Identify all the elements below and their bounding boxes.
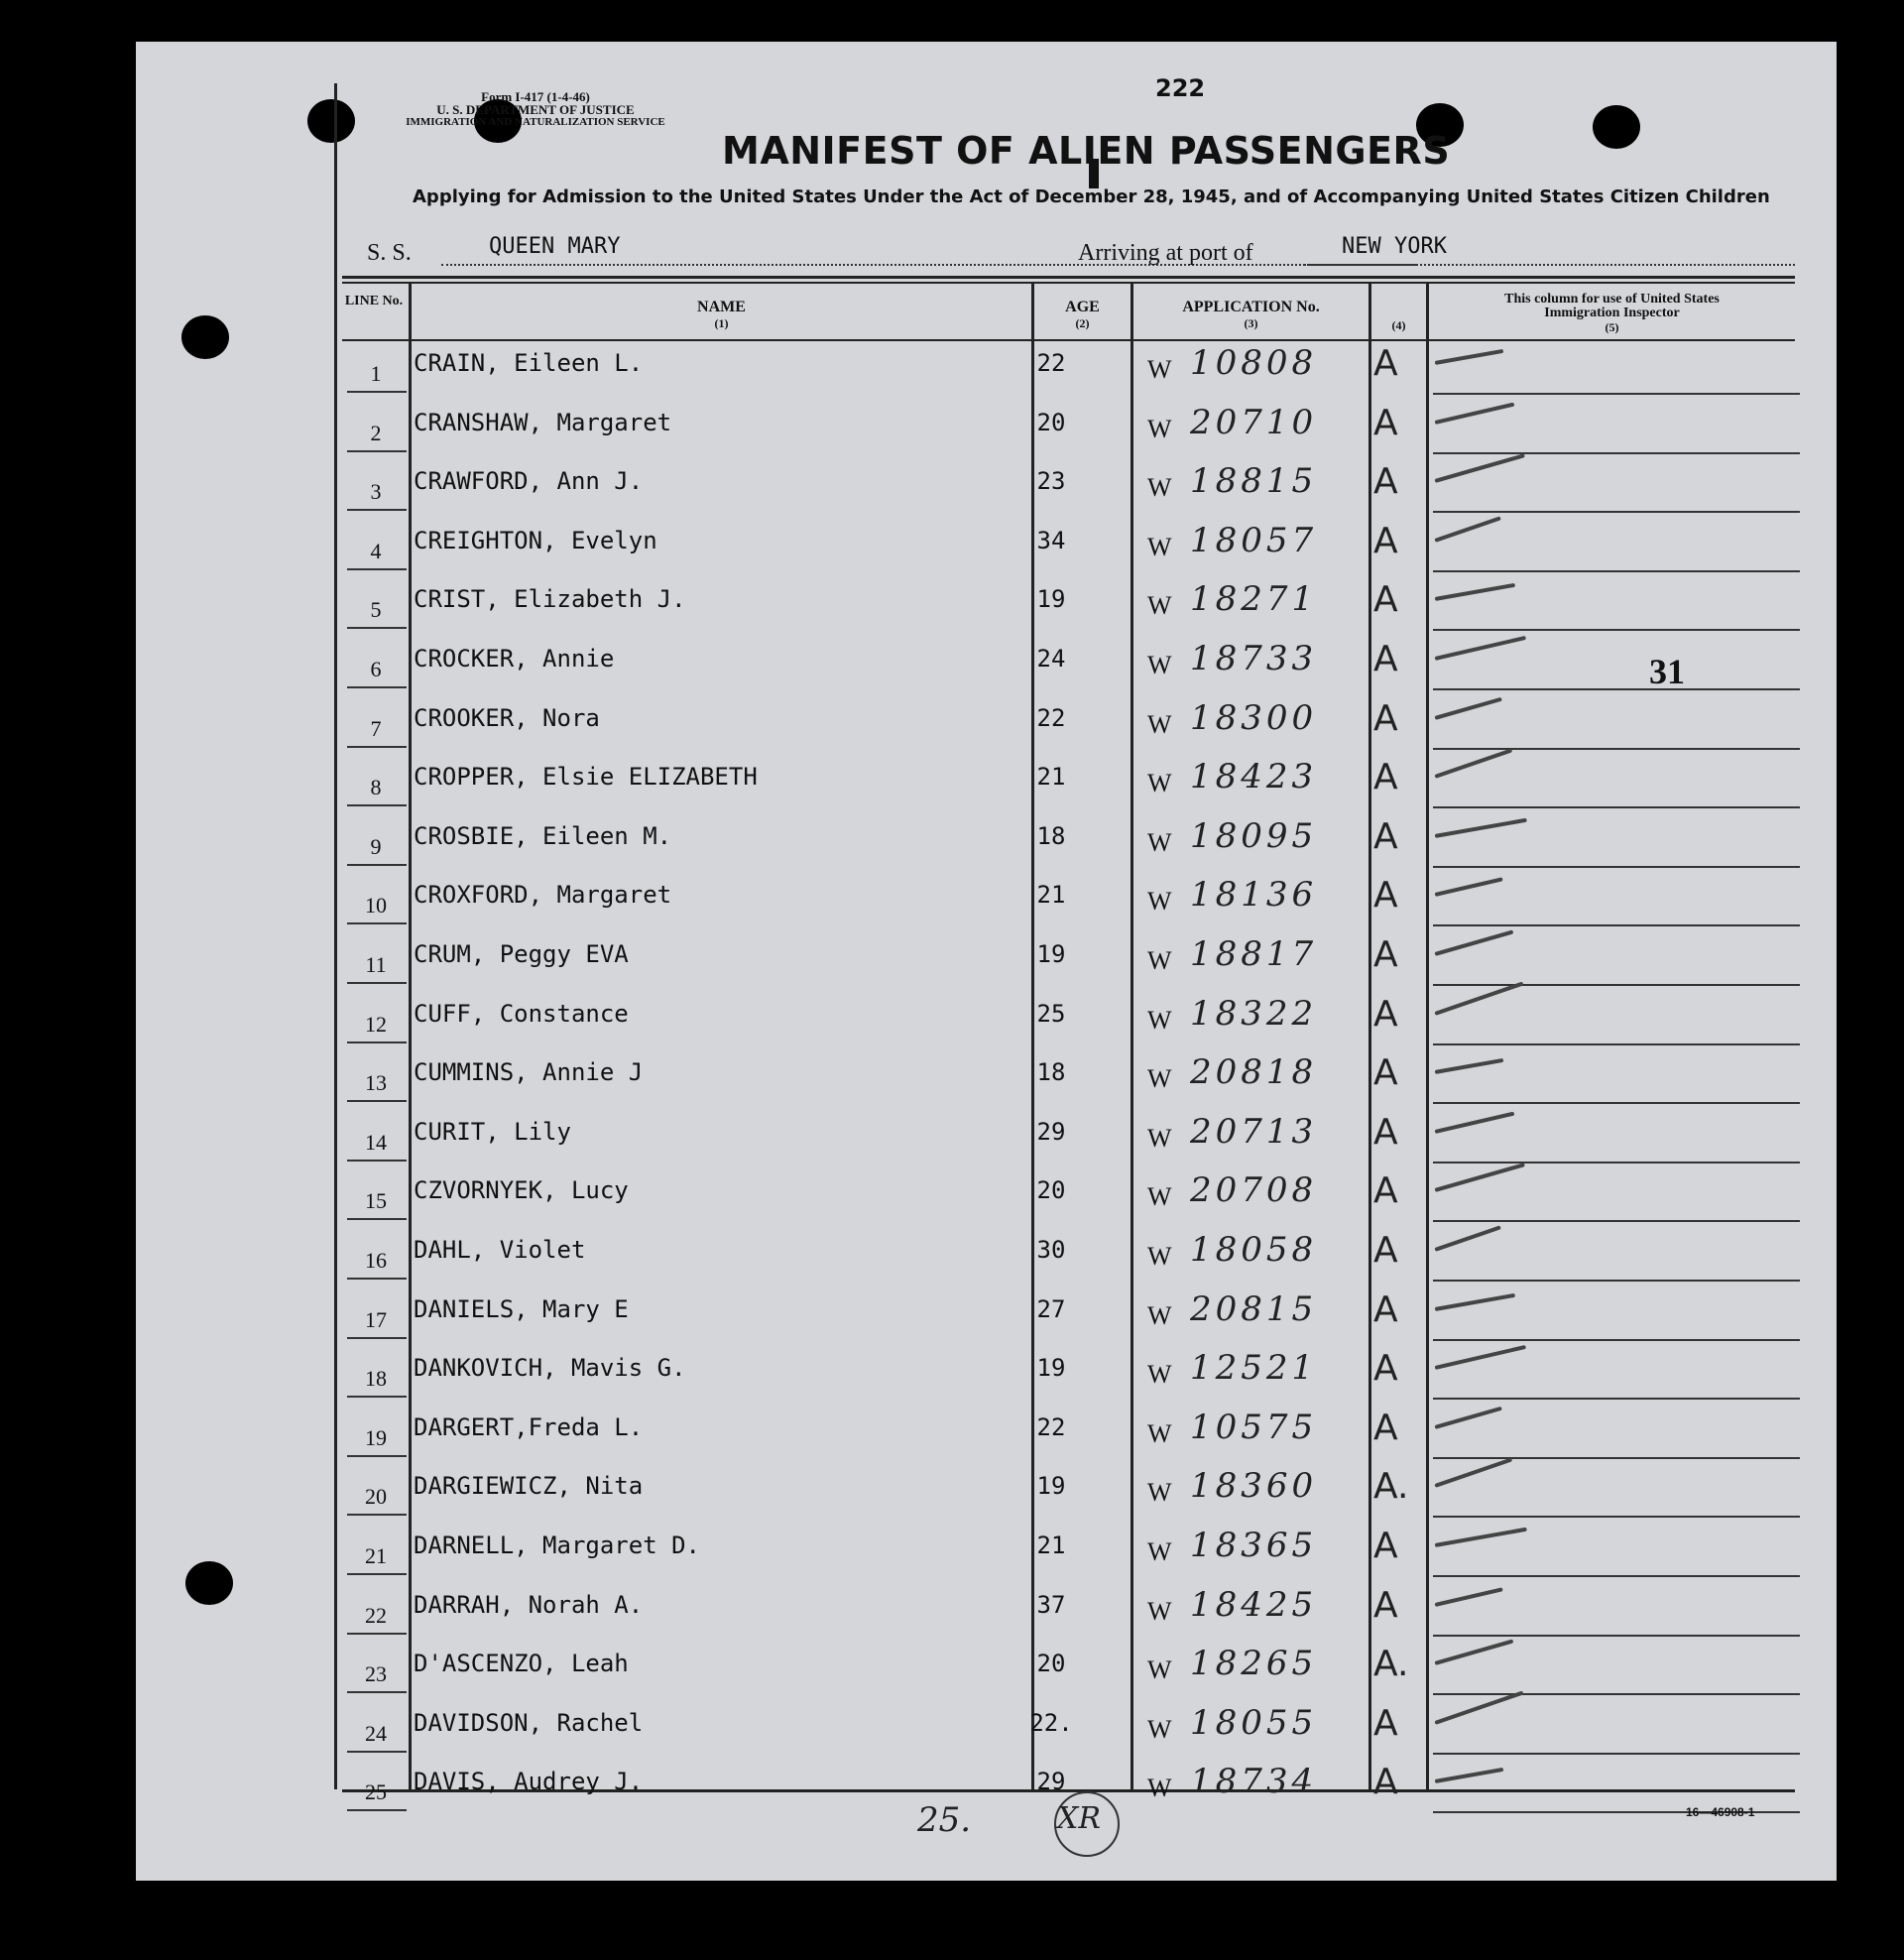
header-name — [412, 300, 1031, 331]
inspector-rule — [1433, 984, 1800, 986]
passenger-age: 21 — [1036, 763, 1066, 792]
application-number: 18271 — [1190, 579, 1318, 620]
application-number: 18057 — [1190, 520, 1318, 560]
passenger-age: 19 — [1036, 1354, 1066, 1383]
margin-note: 31 — [1649, 652, 1685, 691]
header-application-label: APPLICATION No. — [1182, 299, 1320, 315]
application-prefix: W — [1147, 887, 1172, 917]
application-number: 10808 — [1190, 343, 1318, 383]
inspector-check-mark — [1435, 1292, 1515, 1310]
class-mark: A — [1373, 639, 1398, 679]
passenger-name: DAHL, Violet — [414, 1236, 586, 1264]
page-number: 222 — [1155, 74, 1206, 102]
line-number-rule — [347, 1751, 407, 1753]
header-application — [1133, 300, 1368, 331]
passenger-age: 37 — [1036, 1590, 1066, 1619]
dotted-line — [1304, 264, 1795, 266]
header-inspector-label: This column for use of United States Immigration Inspector — [1504, 292, 1720, 320]
application-number: 18265 — [1190, 1644, 1318, 1684]
class-mark: A — [1373, 1407, 1398, 1448]
line-number: 15 — [365, 1188, 387, 1214]
passenger-age: 29 — [1036, 1768, 1066, 1796]
application-number: 18322 — [1190, 993, 1318, 1034]
dotted-line — [441, 264, 1416, 266]
application-number: 20710 — [1190, 402, 1318, 442]
application-prefix: W — [1147, 1182, 1172, 1212]
passenger-age: 22 — [1036, 349, 1066, 377]
line-number-rule — [347, 1278, 407, 1280]
table-row — [342, 1702, 1800, 1767]
passenger-name: DAVIDSON, Rachel — [414, 1708, 644, 1737]
line-number-rule — [347, 1573, 407, 1575]
class-mark: A — [1373, 1230, 1398, 1271]
line-number: 22 — [365, 1602, 387, 1628]
line-number-rule — [347, 1455, 407, 1457]
application-prefix: W — [1147, 1123, 1172, 1153]
line-number: 4 — [370, 538, 382, 563]
application-number: 20818 — [1190, 1052, 1318, 1093]
application-prefix: W — [1147, 1005, 1172, 1035]
application-prefix: W — [1147, 1064, 1172, 1094]
application-prefix: W — [1147, 355, 1172, 384]
passenger-name: DAVIS, Audrey J. — [414, 1768, 644, 1796]
inspector-rule — [1433, 1102, 1800, 1104]
application-number: 18360 — [1190, 1466, 1318, 1507]
application-number: 10575 — [1190, 1407, 1318, 1447]
passenger-name: CRANSHAW, Margaret — [414, 408, 672, 436]
line-number-rule — [347, 1041, 407, 1043]
line-number-rule — [347, 627, 407, 629]
line-number: 23 — [365, 1661, 387, 1687]
inspector-check-mark — [1435, 878, 1503, 898]
application-number: 18136 — [1190, 875, 1318, 916]
application-prefix: W — [1147, 769, 1172, 798]
inspector-rule — [1433, 1220, 1800, 1222]
passenger-age: 34 — [1036, 526, 1066, 554]
passenger-age: 20 — [1036, 408, 1066, 436]
port-name: NEW YORK — [1342, 234, 1447, 259]
application-prefix: W — [1147, 1774, 1172, 1803]
line-number-rule — [347, 864, 407, 866]
table-row — [342, 757, 1800, 820]
header-age-number: (2) — [1075, 316, 1090, 330]
line-number: 17 — [365, 1306, 387, 1332]
line-number-rule — [347, 686, 407, 688]
application-number: 18300 — [1190, 697, 1318, 738]
application-prefix: W — [1147, 1537, 1172, 1566]
header-col4: (4) — [1391, 318, 1406, 332]
bottom-tally-note: 25. — [917, 1800, 972, 1840]
line-number: 3 — [370, 479, 382, 505]
line-number: 6 — [370, 657, 382, 681]
line-number-rule — [347, 1633, 407, 1635]
line-number-rule — [347, 1691, 407, 1693]
line-number-rule — [347, 746, 407, 748]
application-number: 18425 — [1190, 1584, 1318, 1625]
header-age — [1034, 300, 1130, 331]
table-row — [342, 1052, 1800, 1116]
passenger-name: CURIT, Lily — [414, 1117, 571, 1146]
line-number: 8 — [370, 775, 382, 800]
passenger-name: CRUM, Peggy EVA — [414, 940, 629, 968]
application-number: 18733 — [1190, 639, 1318, 678]
inspector-rule — [1433, 688, 1800, 690]
table-row — [342, 1111, 1800, 1175]
inspector-rule — [1433, 570, 1800, 572]
application-prefix: W — [1147, 414, 1172, 443]
table-row — [342, 343, 1800, 407]
line-number-rule — [347, 1396, 407, 1398]
application-prefix: W — [1147, 1418, 1172, 1448]
table-row — [342, 1466, 1800, 1530]
inspector-rule — [1433, 1693, 1800, 1695]
class-mark: A — [1373, 1584, 1398, 1626]
line-number-rule — [347, 982, 407, 984]
application-prefix: W — [1147, 473, 1172, 503]
passenger-name: CRAWFORD, Ann J. — [414, 467, 644, 496]
line-number: 21 — [365, 1543, 387, 1568]
inspector-rule — [1433, 1043, 1800, 1045]
passenger-name: CREIGHTON, Evelyn — [414, 526, 657, 554]
class-mark: A. — [1373, 1644, 1409, 1685]
punch-hole — [1593, 105, 1640, 149]
inspector-check-mark — [1435, 1058, 1504, 1074]
line-number: 24 — [365, 1720, 387, 1746]
line-number: 20 — [365, 1484, 387, 1510]
header-application-number: (3) — [1244, 316, 1258, 330]
application-number: 18817 — [1190, 934, 1318, 974]
inspector-rule — [1433, 511, 1800, 513]
inspector-rule — [1433, 1339, 1800, 1341]
inspector-rule — [1433, 1575, 1800, 1577]
inspector-rule — [1433, 1280, 1800, 1282]
application-prefix: W — [1147, 1478, 1172, 1508]
ship-row — [367, 234, 1795, 274]
class-mark: A. — [1373, 1466, 1409, 1508]
class-mark: A — [1373, 1526, 1398, 1566]
inspector-rule — [1433, 629, 1800, 631]
inspector-rule — [1433, 748, 1800, 750]
ship-label: S. S. — [367, 240, 412, 266]
print-code: 16—46908-1 — [1686, 1805, 1755, 1819]
table-row — [342, 1348, 1800, 1411]
passenger-age: 21 — [1036, 881, 1066, 910]
table-row — [342, 1407, 1800, 1471]
passenger-age: 21 — [1036, 1531, 1066, 1559]
table-top-rule — [342, 282, 1795, 284]
line-number: 7 — [370, 715, 382, 741]
form-header — [357, 90, 714, 129]
line-number-rule — [347, 804, 407, 806]
inspector-check-mark — [1435, 349, 1504, 365]
passenger-name: DANKOVICH, Mavis G. — [414, 1354, 686, 1383]
line-number-rule — [347, 509, 407, 511]
application-prefix: W — [1147, 591, 1172, 621]
class-mark: A — [1373, 875, 1398, 917]
application-prefix: W — [1147, 1300, 1172, 1330]
line-number: 9 — [370, 833, 382, 859]
inspector-check-mark — [1435, 1528, 1527, 1547]
line-number: 5 — [370, 597, 382, 623]
inspector-rule — [1433, 1398, 1800, 1400]
ship-name: QUEEN MARY — [489, 234, 621, 259]
table-row — [342, 1288, 1800, 1353]
class-mark: A — [1373, 934, 1398, 975]
passenger-age: 19 — [1036, 585, 1066, 614]
class-mark: A — [1373, 1052, 1398, 1094]
passenger-age: 19 — [1036, 1472, 1066, 1501]
class-mark: A — [1373, 579, 1398, 621]
passenger-age: 18 — [1036, 1058, 1066, 1087]
application-number: 20713 — [1190, 1111, 1318, 1152]
table-row — [342, 1170, 1800, 1234]
header-inspector-number: (5) — [1605, 320, 1619, 334]
table-row — [342, 520, 1800, 584]
header-name-number: (1) — [714, 316, 729, 330]
form-id: Form I-417 (1-4-46) — [481, 89, 590, 104]
application-prefix: W — [1147, 1596, 1172, 1626]
header-line-no: LINE No. — [344, 294, 404, 308]
class-mark: A — [1373, 1111, 1398, 1153]
line-number: 12 — [365, 1011, 387, 1037]
page-subtitle: Applying for Admission to the United States Under the Act of December 28, 1945, and of Accompanying United States Citizen Children — [413, 186, 1770, 207]
passenger-age: 30 — [1036, 1236, 1066, 1264]
inspector-rule — [1433, 393, 1800, 395]
table-row — [342, 697, 1800, 762]
line-number: 25 — [365, 1779, 387, 1805]
passenger-name: CROSBIE, Eileen M. — [414, 821, 672, 850]
application-number: 18058 — [1190, 1230, 1318, 1270]
class-mark: A — [1373, 520, 1398, 561]
passenger-age: 20 — [1036, 1176, 1066, 1205]
stamp-text: XR — [1057, 1801, 1101, 1836]
punch-hole — [307, 99, 355, 143]
passenger-age: 22 — [1036, 1412, 1066, 1441]
application-number: 18423 — [1190, 757, 1318, 797]
passenger-age: 25 — [1036, 999, 1066, 1028]
inspector-check-mark — [1435, 1587, 1503, 1607]
inspector-rule — [1433, 1162, 1800, 1164]
class-mark: A — [1373, 993, 1398, 1035]
class-mark: A — [1373, 402, 1398, 443]
inspector-rule — [1433, 806, 1800, 808]
application-number: 18734 — [1190, 1762, 1318, 1802]
passenger-name: CUFF, Constance — [414, 999, 629, 1028]
line-number-rule — [347, 1100, 407, 1102]
inspector-check-mark — [1435, 583, 1515, 601]
inspector-check-mark — [1435, 818, 1527, 838]
application-prefix: W — [1147, 1360, 1172, 1390]
class-mark: A — [1373, 1702, 1398, 1744]
table-row — [342, 993, 1800, 1057]
inspector-rule — [1433, 1635, 1800, 1637]
line-number: 10 — [365, 893, 387, 919]
table-row — [342, 579, 1800, 643]
line-number: 2 — [370, 420, 382, 445]
line-number-rule — [347, 391, 407, 393]
passenger-age: 27 — [1036, 1294, 1066, 1323]
application-number: 18365 — [1190, 1526, 1318, 1565]
passenger-name: DARRAH, Norah A. — [414, 1590, 644, 1619]
column-divider — [334, 83, 337, 1789]
header-name-label: NAME — [697, 299, 746, 315]
port-label: Arriving at port of — [1078, 240, 1253, 266]
passenger-age: 20 — [1036, 1650, 1066, 1678]
application-prefix: W — [1147, 827, 1172, 857]
passenger-age: 24 — [1036, 645, 1066, 673]
passenger-age: 22 — [1036, 703, 1066, 732]
application-prefix: W — [1147, 946, 1172, 975]
table-top-rule — [342, 276, 1795, 279]
line-number-rule — [347, 1514, 407, 1516]
class-mark: A — [1373, 757, 1398, 798]
passenger-name: CUMMINS, Annie J — [414, 1058, 644, 1087]
class-mark: A — [1373, 1762, 1398, 1803]
application-number: 20708 — [1190, 1170, 1318, 1211]
line-number-rule — [347, 1160, 407, 1162]
passenger-name: CRAIN, Eileen L. — [414, 349, 644, 377]
application-number: 20815 — [1190, 1288, 1318, 1329]
line-number: 19 — [365, 1424, 387, 1450]
class-mark: A — [1373, 815, 1398, 857]
line-number-rule — [347, 450, 407, 452]
passenger-name: CROXFORD, Margaret — [414, 881, 672, 910]
line-number-rule — [347, 1337, 407, 1339]
passenger-name: CZVORNYEK, Lucy — [414, 1176, 629, 1205]
line-number: 16 — [365, 1248, 387, 1273]
class-mark: A — [1373, 697, 1398, 739]
class-mark: A — [1373, 461, 1398, 503]
header-inspector — [1429, 293, 1795, 334]
inspector-check-mark — [1435, 1768, 1504, 1783]
inspector-rule — [1433, 1516, 1800, 1518]
passenger-name: CROOKER, Nora — [414, 703, 600, 732]
application-prefix: W — [1147, 1714, 1172, 1744]
application-prefix: W — [1147, 532, 1172, 561]
line-number: 13 — [365, 1070, 387, 1096]
table-row — [342, 875, 1800, 938]
punch-hole — [185, 1561, 233, 1605]
application-number: 18055 — [1190, 1702, 1318, 1743]
table-row — [342, 639, 1800, 702]
table-row — [342, 1230, 1800, 1293]
passenger-name: DARNELL, Margaret D. — [414, 1531, 700, 1559]
application-prefix: W — [1147, 1242, 1172, 1271]
line-number-rule — [347, 1809, 407, 1811]
application-number: 12521 — [1190, 1348, 1318, 1389]
application-prefix: W — [1147, 651, 1172, 679]
inspector-rule — [1433, 1457, 1800, 1459]
table-row — [342, 1584, 1800, 1649]
passenger-name: DANIELS, Mary E — [414, 1294, 629, 1323]
line-number: 18 — [365, 1366, 387, 1392]
application-number: 18095 — [1190, 815, 1318, 856]
department-name: U. S. DEPARTMENT OF JUSTICE — [436, 102, 635, 117]
table-row — [342, 1644, 1800, 1707]
passenger-age: 22. — [1029, 1708, 1073, 1737]
passenger-name: DARGIEWICZ, Nita — [414, 1472, 644, 1501]
inspector-rule — [1433, 452, 1800, 454]
line-number-rule — [347, 1218, 407, 1220]
line-number: 14 — [365, 1129, 387, 1155]
passenger-age: 23 — [1036, 467, 1066, 496]
passenger-name: DARGERT,Freda L. — [414, 1412, 644, 1441]
table-row — [342, 934, 1800, 998]
passenger-name: CROCKER, Annie — [414, 645, 615, 673]
line-number: 11 — [365, 952, 387, 977]
inspector-rule — [1433, 1753, 1800, 1755]
class-mark: A — [1373, 1288, 1398, 1330]
passenger-age: 18 — [1036, 821, 1066, 850]
table-row — [342, 402, 1800, 466]
passenger-age: 19 — [1036, 940, 1066, 968]
passenger-name: CROPPER, Elsie ELIZABETH — [414, 763, 758, 792]
table-row — [342, 1526, 1800, 1589]
table-row — [342, 815, 1800, 880]
application-prefix: W — [1147, 709, 1172, 739]
class-mark: A — [1373, 1170, 1398, 1212]
page-title: MANIFEST OF ALIEN PASSENGERS — [722, 129, 1451, 173]
inspector-rule — [1433, 924, 1800, 926]
header-age-label: AGE — [1065, 299, 1100, 315]
application-prefix: W — [1147, 1655, 1172, 1685]
passenger-name: CRIST, Elizabeth J. — [414, 585, 686, 614]
application-number: 18815 — [1190, 461, 1318, 502]
punch-hole — [181, 315, 229, 359]
line-number-rule — [347, 568, 407, 570]
table-row — [342, 461, 1800, 525]
inspector-rule — [1433, 866, 1800, 868]
passenger-age: 29 — [1036, 1117, 1066, 1146]
class-mark: A — [1373, 343, 1398, 384]
passenger-name: D'ASCENZO, Leah — [414, 1650, 629, 1678]
line-number: 1 — [370, 361, 382, 386]
service-name: IMMIGRATION AND NATURALIZATION SERVICE — [406, 116, 665, 128]
line-number-rule — [347, 922, 407, 924]
class-mark: A — [1373, 1348, 1398, 1390]
header-bottom-rule — [342, 339, 1795, 341]
